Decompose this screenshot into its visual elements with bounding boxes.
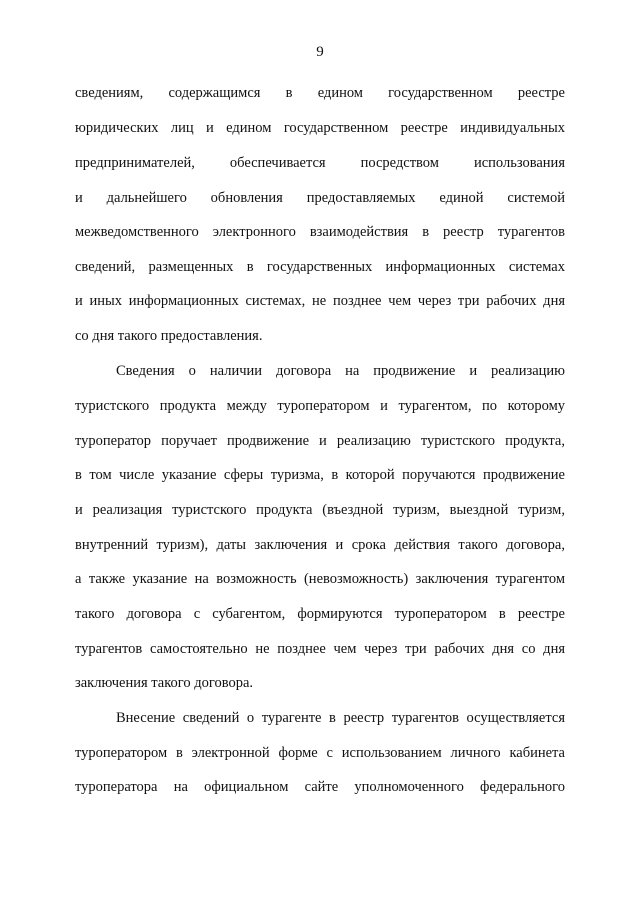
body-text-line: сведений, размещенных в государственных информационных системах (75, 259, 565, 275)
body-text-line: туроператора на официальном сайте уполномоченного федерального (75, 779, 565, 795)
body-text-line: и иных информационных системах, не позднее чем через три рабочих дня (75, 293, 565, 309)
body-text-line: юридических лиц и едином государственном реестре индивидуальных (75, 120, 565, 136)
body-text-line: и дальнейшего обновления предоставляемых единой системой (75, 190, 565, 206)
body-text-line: Сведения о наличии договора на продвижение и реализацию (116, 363, 565, 379)
body-text-line: а также указание на возможность (невозможность) заключения турагентом (75, 571, 565, 587)
body-text-line: и реализация туристского продукта (въездной туризм, выездной туризм, (75, 502, 565, 518)
body-text-line: туроператором в электронной форме с использованием личного кабинета (75, 745, 565, 761)
body-text-line: заключения такого договора. (75, 675, 254, 691)
body-text-line: предпринимателей, обеспечивается посредством использования (75, 155, 565, 171)
body-text-line: туристского продукта между туроператором и турагентом, по которому (75, 398, 565, 414)
body-text-line: со дня такого предоставления. (75, 328, 263, 344)
body-text-line: сведениям, содержащимся в едином государственном реестре (75, 85, 565, 101)
body-text-line: Внесение сведений о турагенте в реестр турагентов осуществляется (116, 710, 565, 726)
body-text-line: межведомственного электронного взаимодействия в реестр турагентов (75, 224, 565, 240)
page-number: 9 (316, 44, 324, 60)
body-text-line: такого договора с субагентом, формируются туроператором в реестре (75, 606, 565, 622)
body-text-line: в том числе указание сферы туризма, в которой поручаются продвижение (75, 467, 565, 483)
body-text-line: туроператор поручает продвижение и реализацию туристского продукта, (75, 433, 565, 449)
body-text-line: турагентов самостоятельно не позднее чем через три рабочих дня со дня (75, 641, 565, 657)
body-text-line: внутренний туризм), даты заключения и срока действия такого договора, (75, 537, 565, 553)
